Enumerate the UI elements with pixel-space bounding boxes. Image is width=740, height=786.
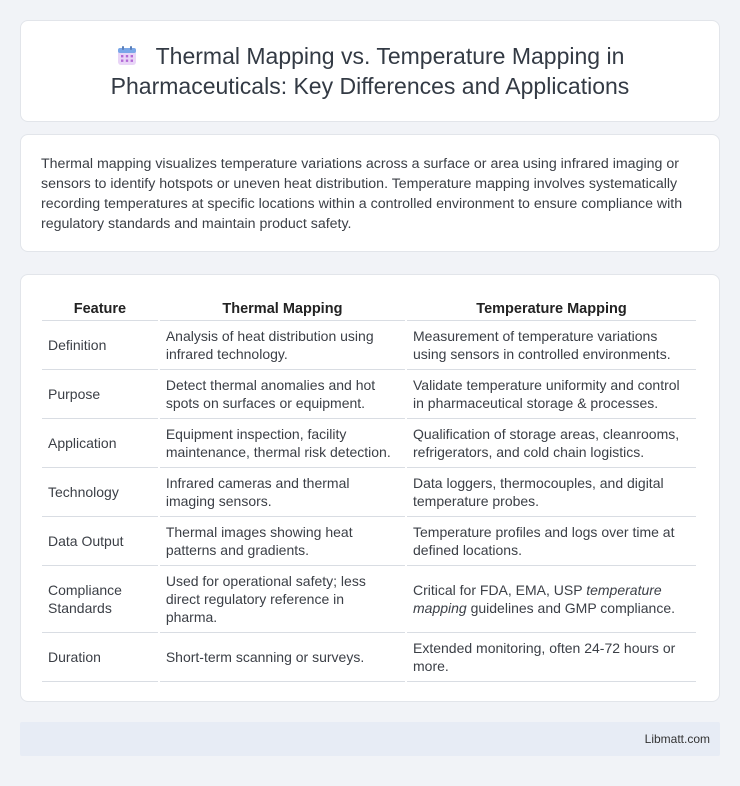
feature-cell: Technology: [42, 468, 158, 517]
temperature-cell: [407, 566, 696, 633]
thermal-cell: Analysis of heat distribution using infrared technology.: [160, 321, 405, 370]
table-row: [42, 370, 696, 419]
thermal-cell: Equipment inspection, facility maintenance, thermal risk detection.: [160, 419, 405, 468]
temperature-cell: Qualification of storage areas, cleanrooms, refrigerators, and cold chain logistics.: [407, 419, 696, 468]
table-header-row: [42, 295, 696, 321]
table-row: [42, 468, 696, 517]
header-feature: Feature: [42, 295, 158, 321]
comparison-table: [40, 295, 698, 682]
feature-cell: Application: [42, 419, 158, 468]
feature-cell: Purpose: [42, 370, 158, 419]
intro-card: [20, 134, 720, 252]
page-title-text: Thermal Mapping vs. Temperature Mapping in Pharmaceuticals: Key Differences and Applications: [110, 43, 630, 99]
table-row: [42, 566, 696, 633]
feature-cell: Compliance Standards: [42, 566, 158, 633]
calendar-icon: [116, 45, 138, 67]
header-thermal-mapping: Thermal Mapping: [160, 295, 405, 321]
table-row: [42, 517, 696, 566]
temperature-cell: Temperature profiles and logs over time at defined locations.: [407, 517, 696, 566]
footer-site-link[interactable]: Libmatt.com: [644, 732, 710, 746]
table-row: [42, 633, 696, 682]
table-row: [42, 419, 696, 468]
title-card: [20, 20, 720, 122]
temperature-cell: Measurement of temperature variations using sensors in controlled environments.: [407, 321, 696, 370]
page-title: [60, 41, 680, 101]
temperature-text-pre: Critical for FDA, EMA, USP: [413, 582, 587, 598]
temperature-cell: Extended monitoring, often 24-72 hours or more.: [407, 633, 696, 682]
feature-cell: Duration: [42, 633, 158, 682]
thermal-cell: Infrared cameras and thermal imaging sensors.: [160, 468, 405, 517]
feature-cell: Definition: [42, 321, 158, 370]
thermal-cell: Detect thermal anomalies and hot spots on surfaces or equipment.: [160, 370, 405, 419]
table-row: [42, 321, 696, 370]
thermal-cell: Short-term scanning or surveys.: [160, 633, 405, 682]
temperature-cell: Validate temperature uniformity and control in pharmaceutical storage & processes.: [407, 370, 696, 419]
header-temperature-mapping: Temperature Mapping: [407, 295, 696, 321]
intro-paragraph: Thermal mapping visualizes temperature variations across a surface or area using infrared imaging or sensors to identify hotspots or uneven heat distribution. Temperature mapping involves systematically recording temperatures at specific locations within a controlled environment to ensure compliance with regulatory standards and maintain product safety.: [41, 156, 683, 232]
footer: [20, 722, 720, 756]
feature-cell: Data Output: [42, 517, 158, 566]
temperature-text-post: guidelines and GMP compliance.: [466, 600, 676, 616]
thermal-cell: Used for operational safety; less direct regulatory reference in pharma.: [160, 566, 405, 633]
title-wrap: [60, 41, 680, 101]
thermal-cell: Thermal images showing heat patterns and gradients.: [160, 517, 405, 566]
temperature-cell: Data loggers, thermocouples, and digital temperature probes.: [407, 468, 696, 517]
temperature-text-emphasis: temperature mapping: [413, 582, 662, 616]
comparison-card: [20, 274, 720, 702]
